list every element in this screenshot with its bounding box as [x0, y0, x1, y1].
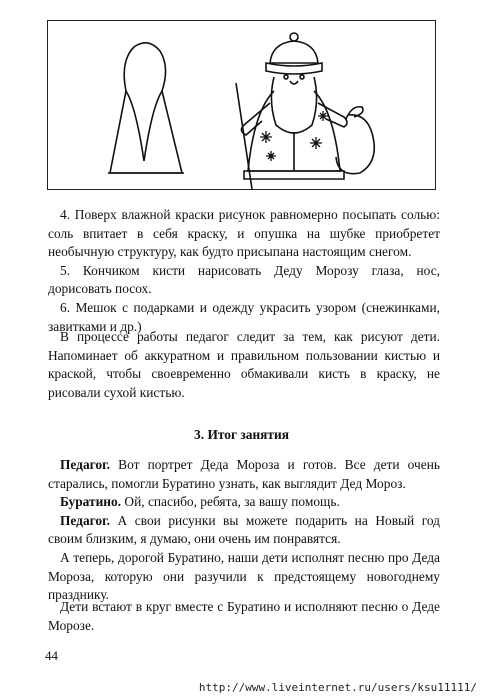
speaker-name: Педагог.: [60, 512, 111, 528]
final-block: [48, 598, 440, 635]
dialog-block: [48, 456, 440, 605]
final-paragraph: Дети встают в круг вместе с Буратино и исполняют песню о Деде Морозе.: [48, 599, 440, 633]
speaker-name: Буратино.: [60, 494, 122, 510]
dialog-line: [48, 456, 440, 493]
watermark-url: http://www.liveinternet.ru/users/ksu11111/: [198, 681, 477, 694]
process-block: [48, 328, 440, 402]
step-6: 6. Мешок с подарками и одежду украсить узором (снежинками, завитками и др.): [48, 299, 440, 334]
section-heading: 3. Итог занятия: [194, 427, 289, 442]
speaker-name: Педагог.: [60, 457, 111, 472]
dialog-line: [48, 549, 440, 605]
dialog-line: [48, 493, 440, 512]
dialog-line: [48, 512, 440, 549]
step-5: 5. Кончиком кисти нарисовать Деду Морозу глаза, нос, дорисовать посох.: [48, 262, 440, 297]
dialog-text: А свои рисунки вы можете подарить на Новый год своим близким, я думаю, они очень им понравятся.: [48, 512, 440, 547]
step-4: 4. Поверх влажной краски рисунок равномерно посыпать солью: соль впитает в себя краску, и опушка на шубке приобретет необычную структуру, как будто присыпана настоящим снегом.: [48, 207, 440, 260]
steps-block: [48, 206, 440, 336]
page-number: 44: [45, 648, 58, 663]
illustration-frame: [47, 20, 436, 190]
process-paragraph: В процессе работы педагог следит за тем, как рисуют дети. Напоминает об аккуратном и правильном пользовании кистью и краской, чтобы своевременно обмакивали кисть в краску, не рисовали сухой кистью.: [48, 329, 440, 400]
dialog-text: А теперь, дорогой Буратино, наши дети исполнят песню про Деда Мороза, которую они разучили к предстоящему новогоднему празднику.: [48, 549, 440, 603]
ded-moroz-illustration: [48, 21, 437, 191]
dialog-text: Ой, спасибо, ребята, за вашу помощь.: [121, 494, 340, 510]
dialog-text: Вот портрет Деда Мороза и готов. Все дети очень старались, помогли Буратино узнать, как выглядит Дед Мороз.: [48, 457, 440, 491]
